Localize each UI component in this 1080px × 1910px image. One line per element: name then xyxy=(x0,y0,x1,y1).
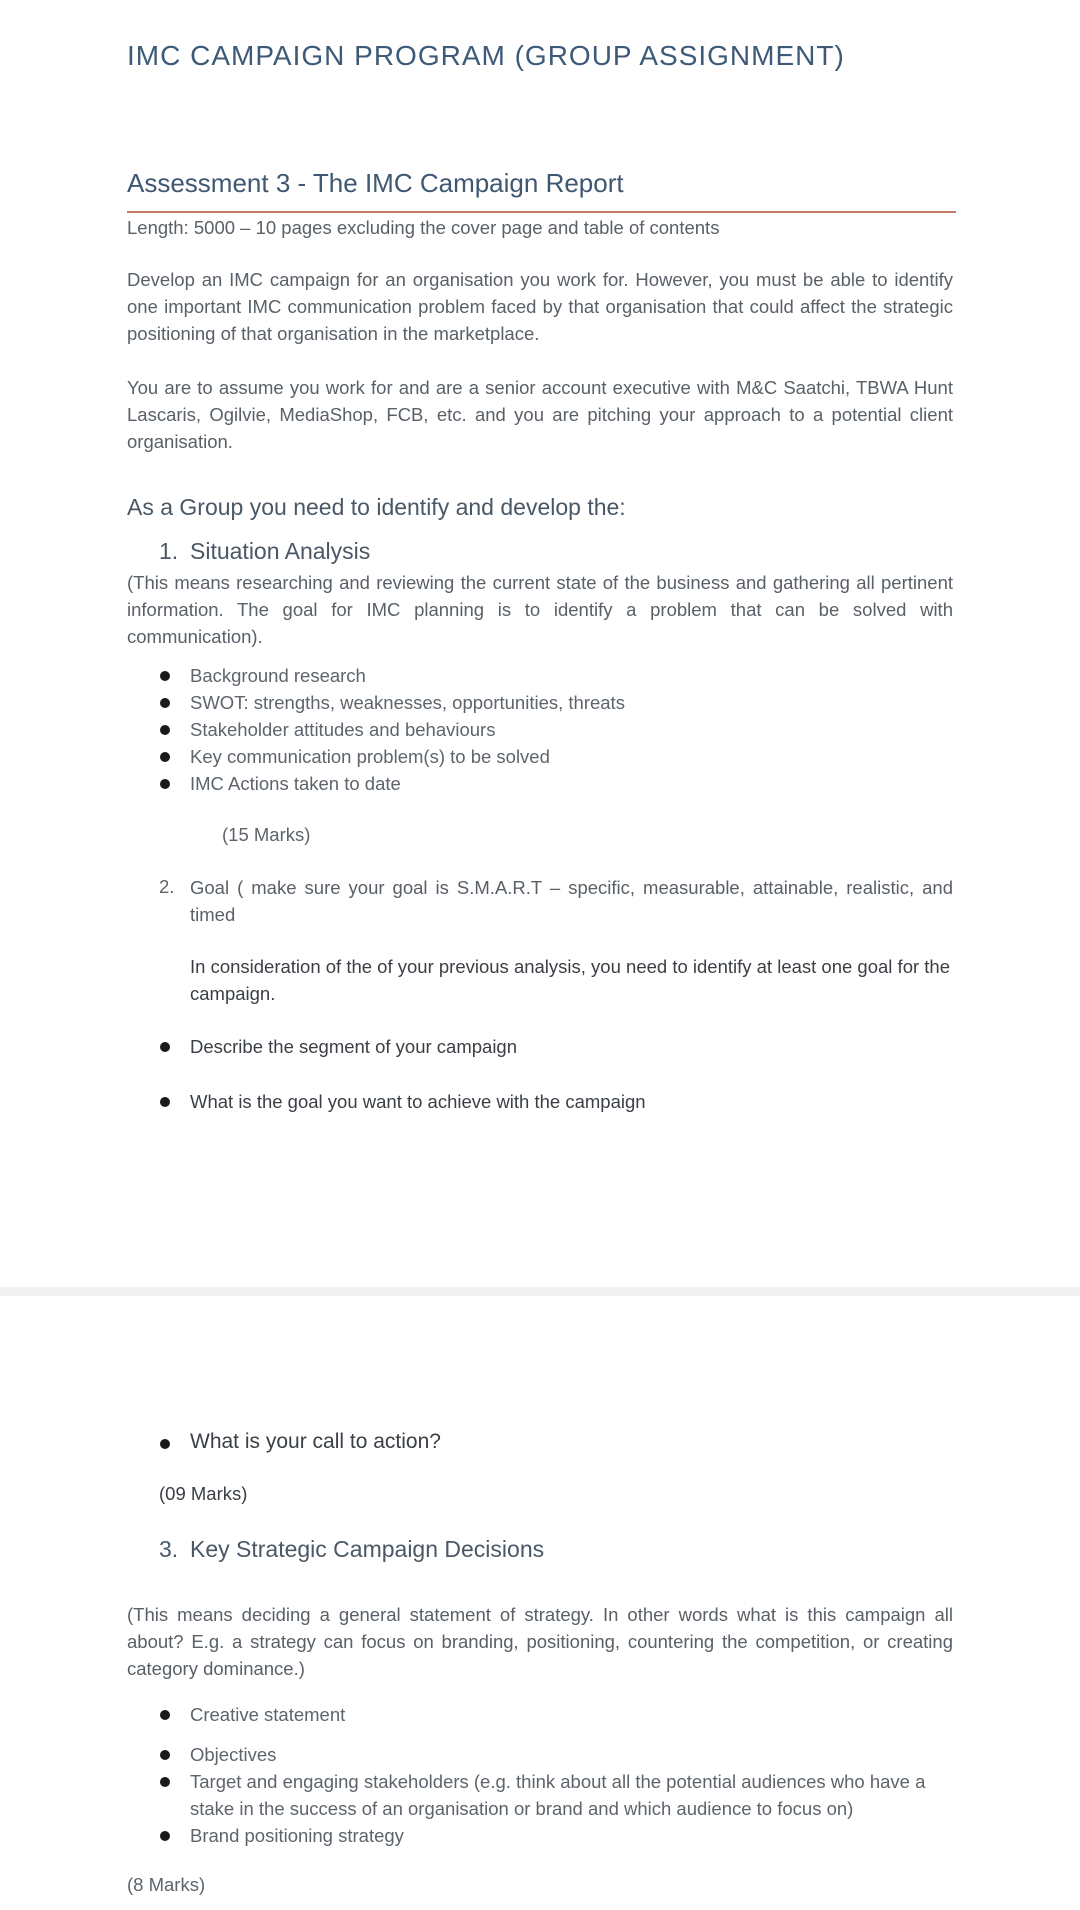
bullet-dot xyxy=(160,1831,170,1841)
list-item-text: Describe the segment of your campaign xyxy=(190,1036,518,1057)
list-item-text: Target and engaging stakeholders (e.g. think about all the potential audiences who have a stake in the success of an organisation or brand and which audience to focus on) xyxy=(190,1771,926,1819)
bullet-dot xyxy=(160,1097,170,1107)
section-3-number: 3. xyxy=(159,1536,179,1562)
section-1-marks: (15 Marks) xyxy=(222,824,311,845)
section-1-title: Situation Analysis xyxy=(190,538,371,564)
section-1-number: 1. xyxy=(159,538,179,564)
document-title: IMC CAMPAIGN PROGRAM (GROUP ASSIGNMENT) xyxy=(127,40,845,71)
list-item-text: IMC Actions taken to date xyxy=(190,773,401,794)
intro-paragraph-2: You are to assume you work for and are a senior account executive with M&C Saatchi, TBWA Hunt Lascaris, Ogilvie, MediaShop, FCB, etc. and you are pitching your approach to a potential client organisation. xyxy=(127,377,953,452)
bullet-dot xyxy=(160,671,170,681)
section-2-number: 2. xyxy=(159,876,175,897)
bullet-dot xyxy=(160,725,170,735)
document-page-2 xyxy=(0,1296,1080,1910)
section-3-description: (This means deciding a general statement of strategy. In other words what is this campaign all about? E.g. a strategy can focus on branding, positioning, countering the competition, or creating category dominance.) xyxy=(127,1604,953,1679)
intro-paragraph-1: Develop an IMC campaign for an organisation you work for. However, you must be able to identify one important IMC communication problem faced by that organisation that could affect the strategic positioning of that organisation in the marketplace. xyxy=(127,269,953,344)
heading-rule xyxy=(127,211,956,213)
length-line: Length: 5000 – 10 pages excluding the cover page and table of contents xyxy=(127,217,720,238)
section-1-description: (This means researching and reviewing the current state of the business and gathering all pertinent information. The goal for IMC planning is to identify a problem that can be solved with communication). xyxy=(127,572,953,647)
list-item-text: Stakeholder attitudes and behaviours xyxy=(190,719,496,740)
section-2-title: Goal ( make sure your goal is S.M.A.R.T – specific, measurable, attainable, realistic, and timed xyxy=(190,877,953,925)
list-item-text: SWOT: strengths, weaknesses, opportunities, threats xyxy=(190,692,625,713)
section-3-marks: (8 Marks) xyxy=(127,1874,206,1895)
list-item-text: Brand positioning strategy xyxy=(190,1825,404,1846)
bullet-dot xyxy=(160,752,170,762)
bullet-dot xyxy=(160,1042,170,1052)
list-item-text: Key communication problem(s) to be solved xyxy=(190,746,550,767)
bullet-dot xyxy=(160,1750,170,1760)
bullet-dot xyxy=(160,1710,170,1720)
bullet-dot xyxy=(160,698,170,708)
list-item-text: Objectives xyxy=(190,1744,277,1765)
list-item-text: What is your call to action? xyxy=(190,1430,441,1453)
assessment-heading: Assessment 3 - The IMC Campaign Report xyxy=(127,168,624,198)
list-item-text: Creative statement xyxy=(190,1704,346,1725)
list-item-text: Background research xyxy=(190,665,366,686)
bullet-dot xyxy=(160,1439,170,1449)
section-1-heading xyxy=(0,538,1080,568)
section-3-title: Key Strategic Campaign Decisions xyxy=(190,1536,545,1562)
bullet-dot xyxy=(160,1777,170,1787)
group-heading: As a Group you need to identify and develop the: xyxy=(127,494,626,520)
section-3-heading xyxy=(0,1536,1080,1566)
page-separator xyxy=(0,1287,1080,1296)
bullet-dot xyxy=(160,779,170,789)
section-2-description: In consideration of the of your previous analysis, you need to identify at least one goal for the campaign. xyxy=(190,956,950,1004)
list-item-text: What is the goal you want to achieve with the campaign xyxy=(190,1091,646,1112)
section-2-marks: (09 Marks) xyxy=(159,1483,248,1504)
